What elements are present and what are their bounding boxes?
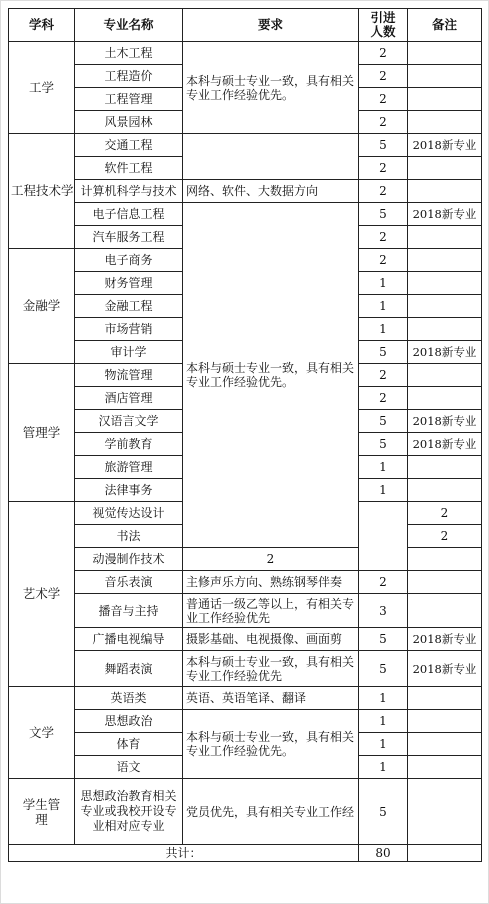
major-cell: 市场营销 [75,318,183,341]
count-cell: 1 [359,756,408,779]
remark-cell: 2018新专业 [408,410,482,433]
table-row [9,651,482,687]
header-count [359,9,408,42]
remark-cell [408,571,482,594]
subject-cell: 管理学 [9,364,75,502]
count-cell: 5 [359,203,408,226]
requirement-cell: 本科与硕士专业一致，具有相关专业工作经验优先。 [183,203,359,548]
count-cell: 1 [359,687,408,710]
major-cell: 思想政治 [75,710,183,733]
header-requirement: 要求 [183,9,359,42]
major-cell: 英语类 [75,687,183,710]
requirement-cell-empty [359,502,408,571]
count-cell: 2 [359,180,408,203]
count-cell: 2 [359,111,408,134]
remark-cell: 2018新专业 [408,203,482,226]
major-cell: 电子商务 [75,249,183,272]
recruitment-table-sheet [8,8,482,862]
major-cell: 交通工程 [75,134,183,157]
table-row [9,42,482,65]
table-row [9,687,482,710]
major-cell: 音乐表演 [75,571,183,594]
count-cell: 5 [359,779,408,845]
major-cell: 体育 [75,733,183,756]
count-cell: 5 [359,134,408,157]
count-cell: 2 [359,42,408,65]
count-cell: 2 [359,226,408,249]
subject-cell: 艺术学 [9,502,75,687]
major-cell: 计算机科学与技术 [75,180,183,203]
remark-cell: 2018新专业 [408,628,482,651]
major-cell: 播音与主持 [75,594,183,628]
requirement-cell: 本科与硕士专业一致，具有相关专业工作经验优先。 [183,710,359,779]
major-cell: 学前教育 [75,433,183,456]
subject-cell: 学生管理 [9,779,75,845]
remark-cell [408,479,482,502]
header-subject: 学科 [9,9,75,42]
count-cell: 5 [359,433,408,456]
table-row [9,548,482,571]
count-cell: 1 [359,710,408,733]
total-row [9,845,482,862]
requirement-cell: 本科与硕士专业一致，具有相关专业工作经验优先。 [183,42,359,134]
remark-cell [408,594,482,628]
remark-cell [408,387,482,410]
requirement-cell: 普通话一级乙等以上，有相关专业工作经验优先 [183,594,359,628]
major-cell: 汉语言文学 [75,410,183,433]
subject-cell: 金融学 [9,249,75,364]
major-cell: 工程造价 [75,65,183,88]
header-major: 专业名称 [75,9,183,42]
major-cell: 广播电视编导 [75,628,183,651]
major-cell: 书法 [75,525,183,548]
header-remark: 备注 [408,9,482,42]
remark-cell [408,249,482,272]
requirement-cell-empty [183,134,359,180]
recruitment-table [8,8,482,862]
header-count-line2: 人数 [370,24,396,39]
remark-cell [408,318,482,341]
count-cell: 1 [359,456,408,479]
requirement-cell: 网络、软件、大数据方向 [183,180,359,203]
major-cell: 动漫制作技术 [75,548,183,571]
requirement-cell: 党员优先，具有相关专业工作经 [183,779,359,845]
total-count: 80 [359,845,408,862]
table-row [9,628,482,651]
remark-cell [408,272,482,295]
major-cell: 思想政治教育相关专业或我校开设专业相对应专业 [75,779,183,845]
major-cell: 工程管理 [75,88,183,111]
count-cell: 5 [359,410,408,433]
remark-cell [408,364,482,387]
remark-cell [408,756,482,779]
major-cell: 电子信息工程 [75,203,183,226]
remark-cell [408,65,482,88]
header-row [9,9,482,42]
count-cell: 2 [359,65,408,88]
count-cell: 5 [359,341,408,364]
requirement-cell: 英语、英语笔译、翻译 [183,687,359,710]
major-cell: 软件工程 [75,157,183,180]
count-cell: 2 [408,502,482,525]
requirement-cell: 主修声乐方向、熟练钢琴伴奏 [183,571,359,594]
remark-cell [408,42,482,65]
count-cell: 5 [359,628,408,651]
count-cell: 2 [359,571,408,594]
count-cell: 2 [359,364,408,387]
remark-cell [408,779,482,845]
count-cell: 5 [359,651,408,687]
major-cell: 物流管理 [75,364,183,387]
table-row [9,710,482,733]
subject-cell: 工程技术学 [9,134,75,249]
remark-cell [408,295,482,318]
major-cell: 酒店管理 [75,387,183,410]
count-cell: 2 [359,157,408,180]
requirement-cell: 本科与硕士专业一致，具有相关专业工作经验优先 [183,651,359,687]
table-row [9,203,482,226]
major-cell: 法律事务 [75,479,183,502]
major-cell: 金融工程 [75,295,183,318]
table-row [9,134,482,157]
major-cell: 土木工程 [75,42,183,65]
remark-cell [408,180,482,203]
table-row [9,594,482,628]
table-row [9,180,482,203]
remark-cell [408,710,482,733]
count-cell: 2 [408,525,482,548]
count-cell: 2 [359,249,408,272]
count-cell: 1 [359,479,408,502]
requirement-cell: 摄影基础、电视摄像、画面剪 [183,628,359,651]
remark-cell [408,456,482,479]
count-cell: 1 [359,318,408,341]
major-cell: 审计学 [75,341,183,364]
major-cell: 视觉传达设计 [75,502,183,525]
remark-cell [408,111,482,134]
major-cell: 旅游管理 [75,456,183,479]
count-cell: 2 [359,88,408,111]
remark-cell: 2018新专业 [408,341,482,364]
remark-cell [408,687,482,710]
major-cell: 语文 [75,756,183,779]
count-cell: 3 [359,594,408,628]
count-cell: 1 [359,295,408,318]
remark-cell [408,733,482,756]
count-cell: 1 [359,733,408,756]
major-cell: 风景园林 [75,111,183,134]
header-count-line1: 引进 [370,10,396,25]
subject-cell: 工学 [9,42,75,134]
remark-cell: 2018新专业 [408,651,482,687]
table-row [9,779,482,845]
count-cell: 2 [359,387,408,410]
total-label: 共计： [9,845,359,862]
major-cell: 舞蹈表演 [75,651,183,687]
count-cell: 2 [183,548,359,571]
remark-cell [408,226,482,249]
subject-cell: 文学 [9,687,75,779]
remark-cell [408,548,482,571]
remark-cell [408,157,482,180]
count-cell: 1 [359,272,408,295]
table-row [9,571,482,594]
major-cell: 财务管理 [75,272,183,295]
major-cell: 汽车服务工程 [75,226,183,249]
total-remark-empty [408,845,482,862]
remark-cell: 2018新专业 [408,433,482,456]
remark-cell [408,88,482,111]
remark-cell: 2018新专业 [408,134,482,157]
